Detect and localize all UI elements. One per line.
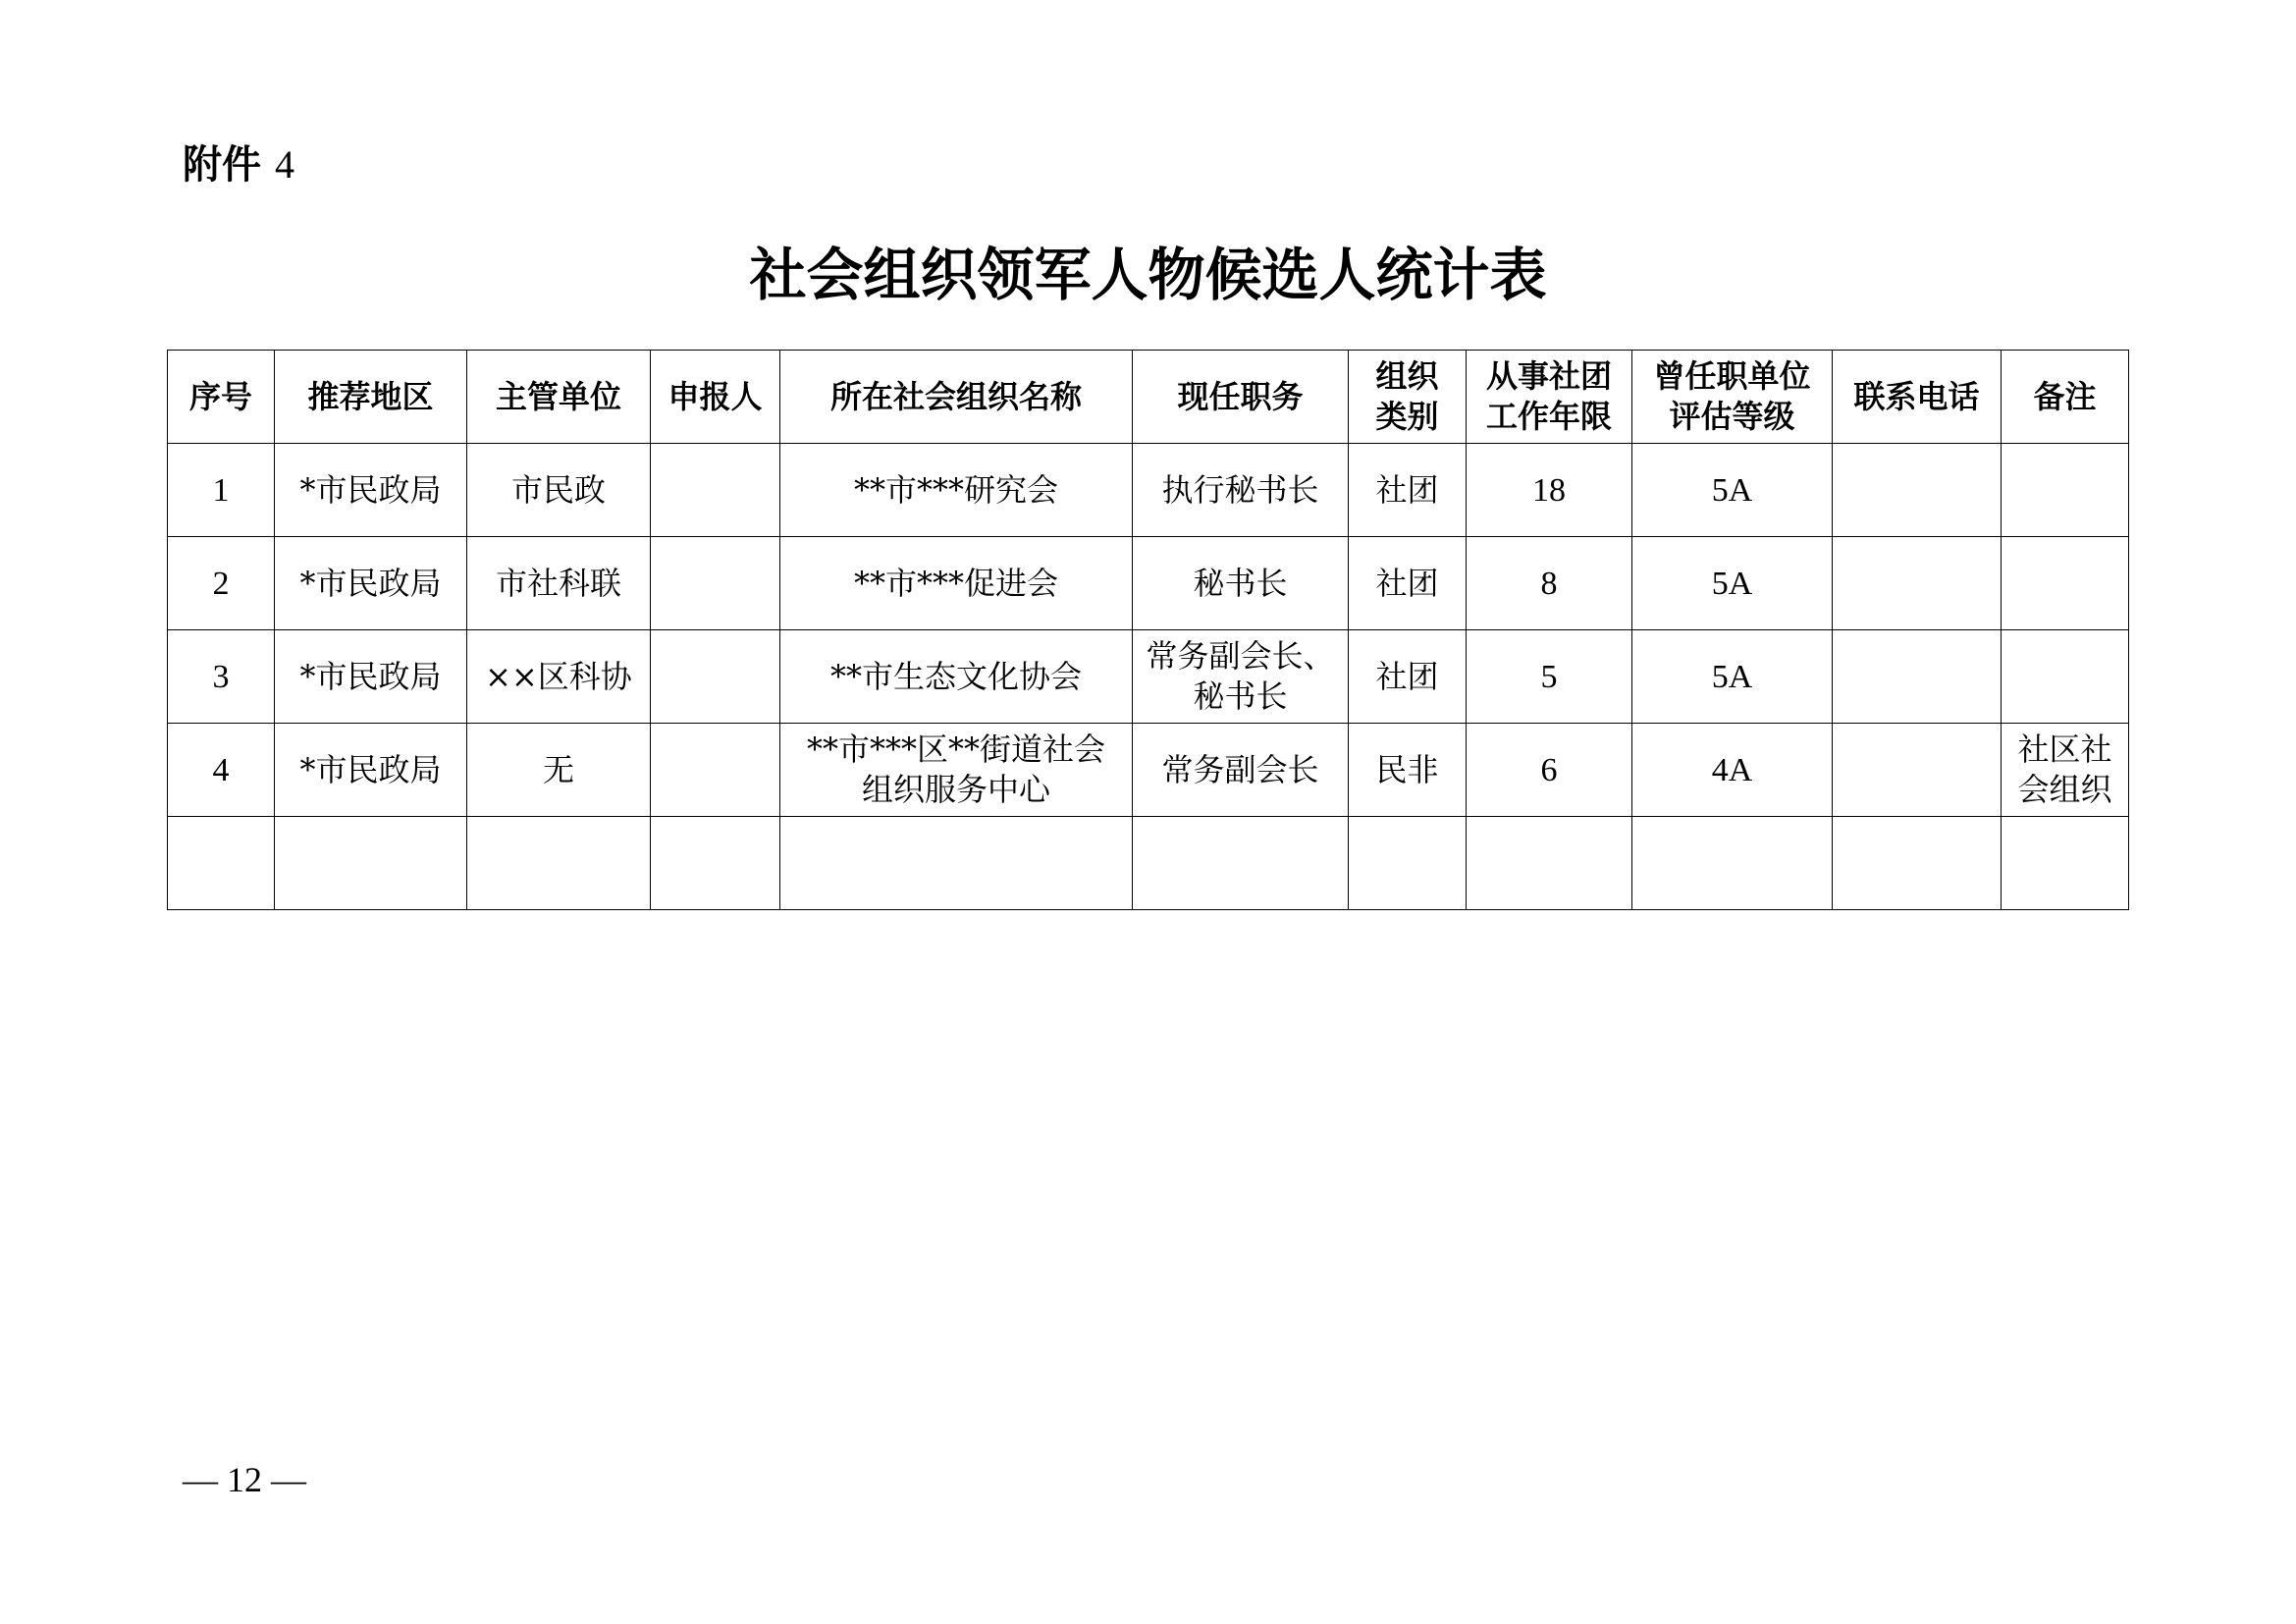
table-cell — [1467, 817, 1632, 910]
column-header — [1349, 351, 1467, 444]
table-cell — [1632, 724, 1833, 817]
table-cell — [780, 630, 1133, 724]
table-cell — [2002, 724, 2129, 817]
cell-text: 社团 — [1375, 657, 1439, 695]
cell-text: 5A — [1711, 471, 1753, 509]
table-cell — [1833, 537, 2002, 630]
table-cell — [1349, 537, 1467, 630]
cell-text: 民非 — [1375, 750, 1439, 788]
table-cell — [1632, 444, 1833, 537]
cell-text: 申报人 — [667, 377, 763, 415]
table-row — [168, 630, 2129, 724]
table-cell — [467, 630, 651, 724]
column-header — [651, 351, 780, 444]
cell-text: 4A — [1711, 751, 1753, 788]
table-cell — [168, 444, 275, 537]
cell-text: 市民政 — [510, 470, 606, 509]
cell-text: 社团 — [1375, 564, 1439, 602]
cell-text: 3 — [212, 658, 230, 695]
cell-text: 所在社会组织名称 — [829, 377, 1082, 415]
cell-text: 组织 — [1375, 357, 1439, 395]
candidate-table — [167, 350, 2129, 910]
column-header — [467, 351, 651, 444]
table-cell — [780, 724, 1133, 817]
cell-text: 4 — [212, 751, 230, 788]
cell-text: *市民政局 — [299, 657, 442, 695]
cell-text: *市民政局 — [299, 750, 442, 788]
table-cell — [1349, 817, 1467, 910]
table-cell — [168, 817, 275, 910]
cell-text: 曾任职单位 — [1653, 357, 1811, 395]
cell-text: 8 — [1540, 565, 1558, 602]
cell-text: 现任职务 — [1177, 377, 1304, 415]
cell-text: 推荐地区 — [307, 377, 434, 415]
table-cell — [651, 537, 780, 630]
cell-text: 执行秘书长 — [1161, 470, 1319, 509]
cell-text: 18 — [1532, 471, 1566, 509]
cell-text: 常务副会长、 — [1146, 637, 1335, 675]
cell-text: 秘书长 — [1193, 564, 1288, 602]
table-row — [168, 444, 2129, 537]
table-cell — [1349, 630, 1467, 724]
table-cell — [651, 817, 780, 910]
cell-text: **市***研究会 — [853, 470, 1058, 509]
cell-text: 评估等级 — [1669, 398, 1795, 435]
table-cell — [1133, 537, 1349, 630]
table-cell — [275, 630, 467, 724]
column-header — [168, 351, 275, 444]
table-cell — [780, 537, 1133, 630]
table-cell — [1632, 630, 1833, 724]
cell-text: 序号 — [188, 377, 252, 415]
cell-text: 从事社团 — [1485, 357, 1612, 395]
table-header-row — [168, 351, 2129, 444]
table-body — [168, 444, 2129, 910]
table-cell — [467, 444, 651, 537]
cell-text: 联系电话 — [1853, 377, 1980, 415]
table-cell — [1349, 444, 1467, 537]
cell-text: **市***区**街道社会 — [806, 731, 1105, 768]
table-cell — [780, 817, 1133, 910]
table-cell — [467, 817, 651, 910]
table-cell — [2002, 444, 2129, 537]
cell-text: *市民政局 — [299, 564, 442, 602]
table-cell — [1833, 724, 2002, 817]
attachment-label — [183, 135, 294, 194]
table-cell — [1467, 630, 1632, 724]
cell-text: 社区社 — [2017, 731, 2112, 768]
table-cell — [168, 537, 275, 630]
table-cell — [1349, 724, 1467, 817]
table-cell — [1133, 724, 1349, 817]
table-cell — [1467, 537, 1632, 630]
table-cell — [1133, 444, 1349, 537]
cell-text: 6 — [1540, 751, 1558, 788]
table-cell — [2002, 537, 2129, 630]
attachment-number: 4 — [274, 142, 294, 187]
table-cell — [1467, 444, 1632, 537]
cell-text: ××区科协 — [485, 657, 632, 695]
page-title: 社会组织领军人物候选人统计表 — [749, 242, 1547, 308]
cell-text: 备注 — [2033, 377, 2097, 415]
cell-text: **市生态文化协会 — [829, 657, 1082, 695]
table-cell — [1632, 537, 1833, 630]
column-header — [1133, 351, 1349, 444]
table-cell — [168, 724, 275, 817]
cell-text: 市社科联 — [495, 564, 621, 602]
cell-text: 1 — [212, 471, 230, 509]
table-cell — [1833, 630, 2002, 724]
column-header — [780, 351, 1133, 444]
table-cell — [1133, 817, 1349, 910]
table-cell — [467, 724, 651, 817]
cell-text: *市民政局 — [299, 470, 442, 509]
table-cell — [275, 817, 467, 910]
cell-text: 5 — [1540, 658, 1558, 695]
attachment-text: 附件 — [183, 142, 261, 188]
table-row — [168, 724, 2129, 817]
column-header — [2002, 351, 2129, 444]
table-cell — [1833, 817, 2002, 910]
cell-text: 主管单位 — [495, 377, 621, 415]
cell-text: 工作年限 — [1485, 398, 1612, 435]
cell-text: 会组织 — [2017, 771, 2112, 808]
table-cell — [2002, 630, 2129, 724]
table-cell — [651, 630, 780, 724]
table-cell — [651, 444, 780, 537]
table-cell — [1467, 724, 1632, 817]
column-header — [275, 351, 467, 444]
column-header — [1632, 351, 1833, 444]
table-cell — [168, 630, 275, 724]
cell-text: 常务副会长 — [1161, 750, 1319, 788]
table-cell — [651, 724, 780, 817]
cell-text: **市***促进会 — [853, 564, 1058, 602]
cell-text: 组织服务中心 — [861, 771, 1050, 808]
cell-text: 社团 — [1375, 470, 1439, 509]
column-header — [1467, 351, 1632, 444]
table-cell — [275, 724, 467, 817]
table-cell — [467, 537, 651, 630]
table-cell — [275, 444, 467, 537]
cell-text: 5A — [1711, 565, 1753, 602]
table-cell — [275, 537, 467, 630]
table-cell — [780, 444, 1133, 537]
table-row — [168, 537, 2129, 630]
table-cell — [2002, 817, 2129, 910]
table-cell — [1632, 817, 1833, 910]
cell-text: 秘书长 — [1193, 677, 1288, 715]
table-cell — [1833, 444, 2002, 537]
cell-text: 5A — [1711, 658, 1753, 695]
cell-text: 2 — [212, 565, 230, 602]
cell-text: 无 — [542, 750, 574, 788]
column-header — [1833, 351, 2002, 444]
cell-text: 类别 — [1375, 398, 1439, 435]
table-cell — [1133, 630, 1349, 724]
page-number: — 12 — — [183, 1460, 306, 1499]
table-row — [168, 817, 2129, 910]
